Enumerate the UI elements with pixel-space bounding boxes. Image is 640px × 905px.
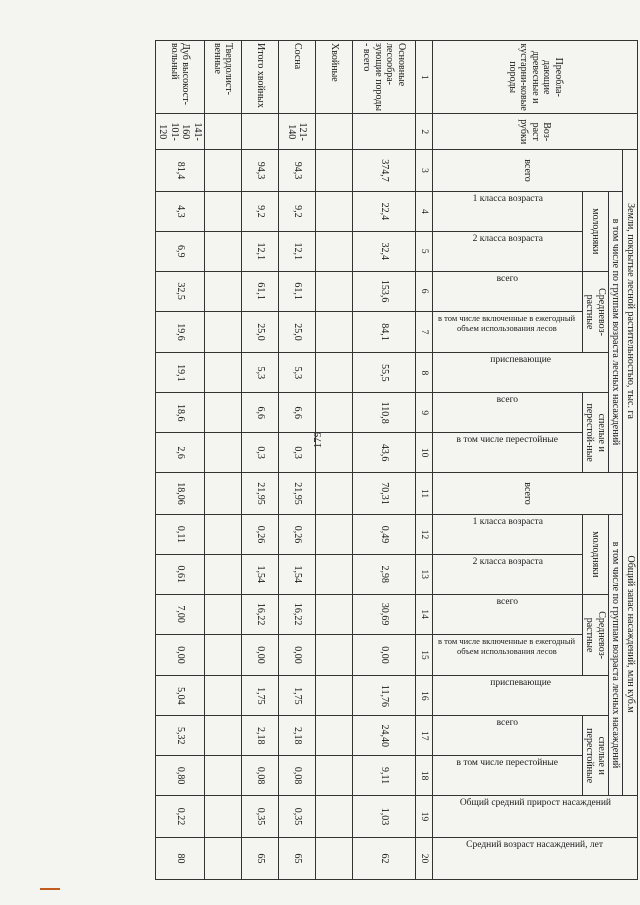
value-cell: 19,1 <box>156 353 205 393</box>
value-cell: 0,3 <box>242 433 279 473</box>
value-cell <box>316 393 353 433</box>
column-number: 9 <box>416 393 433 433</box>
species-cell: Дуб высокост-вольный <box>156 41 205 114</box>
value-cell <box>205 473 242 515</box>
header-vol-class1-text: 1 класса возраста <box>472 517 543 528</box>
header-area-mat-over <box>433 433 583 473</box>
value-cell <box>205 271 242 311</box>
value-cell <box>316 716 353 756</box>
column-number: 1 <box>416 41 433 114</box>
column-number: 14 <box>416 594 433 634</box>
value-cell: 0,80 <box>156 756 205 796</box>
header-avg-age <box>433 837 638 879</box>
value-cell <box>316 634 353 676</box>
value-cell: 5,04 <box>156 676 205 716</box>
header-area-class2-text: 2 класса возраста <box>472 233 543 244</box>
value-cell: 18,6 <box>156 393 205 433</box>
value-cell <box>205 594 242 634</box>
value-cell: 0,00 <box>279 634 316 676</box>
header-area-middle: Средневоз-растные <box>583 271 609 353</box>
header-vol-mid-lease <box>433 634 583 676</box>
header-vol-mat-all-text: всего <box>496 718 519 729</box>
column-number: 18 <box>416 756 433 796</box>
column-number: 20 <box>416 837 433 879</box>
value-cell: 65 <box>242 837 279 879</box>
value-cell <box>205 433 242 473</box>
value-cell: 18,06 <box>156 473 205 515</box>
header-vol-mid-all <box>433 594 583 634</box>
value-cell <box>316 191 353 231</box>
value-cell: 5,3 <box>279 353 316 393</box>
table-row <box>353 41 416 880</box>
value-cell <box>205 554 242 594</box>
value-cell: 1,75 <box>279 676 316 716</box>
value-cell: 110,8 <box>353 393 416 433</box>
value-cell <box>205 634 242 676</box>
value-cell: 32,5 <box>156 271 205 311</box>
value-cell <box>205 150 242 192</box>
value-cell <box>316 473 353 515</box>
value-cell <box>316 150 353 192</box>
column-numbers-row <box>416 41 433 880</box>
header-area-total: всего <box>433 150 624 192</box>
value-cell: 43,6 <box>353 433 416 473</box>
age-cell <box>316 114 353 150</box>
header-vol-class1 <box>433 515 583 555</box>
value-cell: 16,22 <box>279 594 316 634</box>
value-cell <box>316 433 353 473</box>
header-area-mat-all <box>433 393 583 433</box>
value-cell: 22,4 <box>353 191 416 231</box>
age-cell: 121-140 <box>279 114 316 150</box>
value-cell: 0,26 <box>242 515 279 555</box>
value-cell: 9,11 <box>353 756 416 796</box>
header-area-class2 <box>433 231 583 271</box>
header-volume-total: всего <box>433 473 624 515</box>
header-area-class1-text: 1 класса возраста <box>472 193 543 204</box>
value-cell: 4,3 <box>156 191 205 231</box>
header-species: Преобла-дающие древесные и кустарни-ковые породы <box>433 41 638 114</box>
page-corner-mark <box>40 888 60 890</box>
value-cell: 0,35 <box>279 796 316 838</box>
value-cell: 0,61 <box>156 554 205 594</box>
value-cell: 65 <box>279 837 316 879</box>
header-volume-group: Общий запас насаждений, млн куб.м <box>623 473 638 796</box>
header-vol-maturing-text: приспевающие <box>490 678 551 689</box>
rotated-table-container <box>58 40 638 880</box>
value-cell <box>316 796 353 838</box>
header-area-young: молодняки <box>583 191 609 271</box>
column-number: 11 <box>416 473 433 515</box>
value-cell: 0,11 <box>156 515 205 555</box>
value-cell: 7,00 <box>156 594 205 634</box>
value-cell: 25,0 <box>279 311 316 353</box>
value-cell <box>316 515 353 555</box>
value-cell: 0,26 <box>279 515 316 555</box>
column-number: 19 <box>416 796 433 838</box>
value-cell: 55,5 <box>353 353 416 393</box>
value-cell: 5,32 <box>156 716 205 756</box>
value-cell: 2,18 <box>242 716 279 756</box>
value-cell <box>316 311 353 353</box>
value-cell: 11,76 <box>353 676 416 716</box>
header-vol-mat-all <box>433 716 583 756</box>
column-number: 15 <box>416 634 433 676</box>
column-number: 16 <box>416 676 433 716</box>
header-avg-age-text: Средний возраст насаждений, лет <box>466 839 604 850</box>
column-number: 5 <box>416 231 433 271</box>
value-cell: 12,1 <box>242 231 279 271</box>
value-cell: 6,9 <box>156 231 205 271</box>
header-area-maturing <box>433 353 609 393</box>
age-cell <box>205 114 242 150</box>
header-area-mat-all-text: всего <box>496 395 519 406</box>
species-cell: Сосна <box>279 41 316 114</box>
value-cell: 24,40 <box>353 716 416 756</box>
value-cell <box>316 676 353 716</box>
header-area-mid-lease-text: в том числе включенные в ежегодный объем использования лесов <box>438 312 577 333</box>
table-wrapper <box>58 40 638 880</box>
header-avg-growth-text: Общий средний прирост насаждений <box>459 798 611 809</box>
value-cell <box>205 837 242 879</box>
header-vol-middle: Средневоз-растные <box>583 594 609 676</box>
value-cell <box>316 554 353 594</box>
value-cell <box>316 353 353 393</box>
value-cell <box>316 594 353 634</box>
value-cell: 6,6 <box>242 393 279 433</box>
header-vol-mid-all-text: всего <box>496 596 519 607</box>
value-cell: 0,3 <box>279 433 316 473</box>
value-cell <box>205 191 242 231</box>
value-cell: 19,6 <box>156 311 205 353</box>
value-cell: 0,00 <box>156 634 205 676</box>
value-cell <box>316 837 353 879</box>
species-cell: Итого хвойных <box>242 41 279 114</box>
value-cell: 61,1 <box>242 271 279 311</box>
table-row <box>205 41 242 880</box>
value-cell: 9,2 <box>242 191 279 231</box>
header-area-class1 <box>433 191 583 231</box>
value-cell: 0,08 <box>242 756 279 796</box>
table-row <box>242 41 279 880</box>
header-volume-by-age: в том числе по группам возраста лесных насаждений <box>609 515 624 796</box>
header-vol-maturing <box>433 676 609 716</box>
column-number: 2 <box>416 114 433 150</box>
value-cell <box>316 756 353 796</box>
column-number: 17 <box>416 716 433 756</box>
value-cell: 94,3 <box>242 150 279 192</box>
value-cell: 2,18 <box>279 716 316 756</box>
column-number: 6 <box>416 271 433 311</box>
header-vol-mid-lease-text: в том числе включенные в ежегодный объем использования лесов <box>438 635 577 656</box>
header-area-mid-all <box>433 271 583 311</box>
value-cell <box>316 231 353 271</box>
header-area-mat-over-text: в том числе перестойные <box>456 435 559 446</box>
value-cell: 6,6 <box>279 393 316 433</box>
value-cell: 21,95 <box>279 473 316 515</box>
value-cell <box>205 393 242 433</box>
column-number: 3 <box>416 150 433 192</box>
column-number: 4 <box>416 191 433 231</box>
species-cell: Твердолист-венные <box>205 41 242 114</box>
value-cell: 1,54 <box>242 554 279 594</box>
value-cell: 16,22 <box>242 594 279 634</box>
value-cell: 0,08 <box>279 756 316 796</box>
value-cell: 84,1 <box>353 311 416 353</box>
header-vol-class2 <box>433 554 583 594</box>
value-cell: 0,00 <box>242 634 279 676</box>
header-area-mid-lease <box>433 311 583 353</box>
column-number: 10 <box>416 433 433 473</box>
species-cell: Хвойные <box>316 41 353 114</box>
value-cell: 0,49 <box>353 515 416 555</box>
column-number: 13 <box>416 554 433 594</box>
value-cell: 153,6 <box>353 271 416 311</box>
age-cell <box>242 114 279 150</box>
value-cell <box>205 231 242 271</box>
column-number: 8 <box>416 353 433 393</box>
value-cell: 1,75 <box>242 676 279 716</box>
value-cell: 81,4 <box>156 150 205 192</box>
value-cell: 1,54 <box>279 554 316 594</box>
header-area-mature: спелые и перестой-ные <box>583 393 609 473</box>
value-cell: 21,95 <box>242 473 279 515</box>
age-cell: 141-160 101-120 <box>156 114 205 150</box>
header-area-mid-all-text: всего <box>496 273 519 284</box>
value-cell: 80 <box>156 837 205 879</box>
header-vol-mature: спелые и перестойные <box>583 716 609 796</box>
value-cell: 30,69 <box>353 594 416 634</box>
value-cell: 374,7 <box>353 150 416 192</box>
value-cell: 25,0 <box>242 311 279 353</box>
page-number: 179 <box>312 431 324 449</box>
value-cell <box>205 353 242 393</box>
value-cell <box>205 716 242 756</box>
header-age: Воз-раст рубки <box>433 114 638 150</box>
header-vol-young: молодняки <box>583 515 609 595</box>
value-cell: 0,00 <box>353 634 416 676</box>
value-cell <box>205 311 242 353</box>
value-cell <box>205 515 242 555</box>
value-cell: 62 <box>353 837 416 879</box>
value-cell: 9,2 <box>279 191 316 231</box>
column-number: 12 <box>416 515 433 555</box>
table-row <box>156 41 205 880</box>
species-cell: Основные лесообра-зующие породы - всего <box>353 41 416 114</box>
table-row <box>279 41 316 880</box>
value-cell <box>205 756 242 796</box>
header-avg-growth <box>433 796 638 838</box>
value-cell: 94,3 <box>279 150 316 192</box>
header-vol-mat-over <box>433 756 583 796</box>
header-vol-class2-text: 2 класса возраста <box>472 556 543 567</box>
value-cell: 2,6 <box>156 433 205 473</box>
table-body <box>156 41 416 880</box>
value-cell: 1,03 <box>353 796 416 838</box>
value-cell: 0,35 <box>242 796 279 838</box>
column-number: 7 <box>416 311 433 353</box>
table-row <box>316 41 353 880</box>
value-cell: 0,22 <box>156 796 205 838</box>
value-cell: 61,1 <box>279 271 316 311</box>
value-cell: 32,4 <box>353 231 416 271</box>
header-area-maturing-text: приспевающие <box>490 355 551 366</box>
value-cell: 2,98 <box>353 554 416 594</box>
value-cell: 5,3 <box>242 353 279 393</box>
value-cell <box>316 271 353 311</box>
value-cell: 12,1 <box>279 231 316 271</box>
header-area-group: Земли, покрытые лесной растительностью, тыс. га <box>623 150 638 473</box>
header-area-by-age: в том числе по группам возраста лесных насаждений <box>609 191 624 472</box>
header-vol-mat-over-text: в том числе перестойные <box>456 758 559 769</box>
value-cell: 70,31 <box>353 473 416 515</box>
forest-stock-table <box>155 40 638 880</box>
age-cell <box>353 114 416 150</box>
value-cell <box>205 676 242 716</box>
value-cell <box>205 796 242 838</box>
